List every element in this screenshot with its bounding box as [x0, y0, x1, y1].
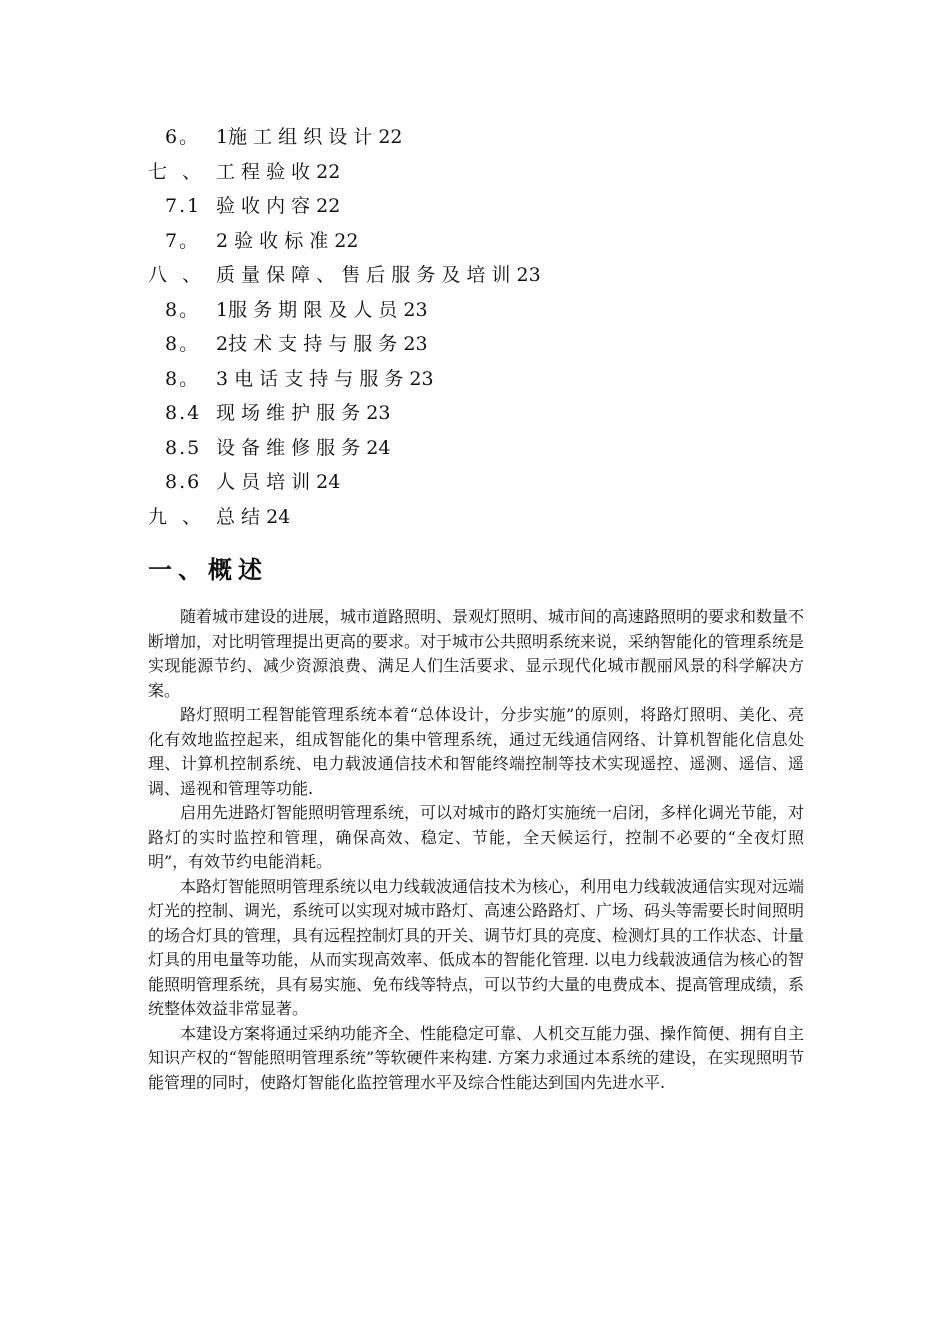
- toc-entry-number: 6。: [165, 126, 201, 148]
- toc-entry-number: 九、: [148, 505, 217, 528]
- toc-entry-number: 8。: [165, 367, 201, 390]
- toc-entry-title: 工 程 验 收 22: [216, 160, 341, 183]
- section-body: [148, 605, 804, 1095]
- toc-entry-number: 7。: [165, 229, 201, 252]
- toc-entry-title: 2 验 收 标 准 22: [216, 229, 359, 252]
- toc-entry-title: 2技 术 支 持 与 服 务 23: [216, 333, 428, 355]
- toc-entry-number: 8.4: [165, 402, 202, 424]
- toc-entry-title: 1施 工 组 织 设 计 22: [216, 126, 403, 148]
- toc-entry: [148, 431, 848, 466]
- toc-entry-number: 8。: [165, 298, 201, 321]
- toc-entry-title: 3 电 话 支 持 与 服 务 23: [216, 367, 434, 390]
- toc-entry: [148, 293, 848, 328]
- toc-entry: [148, 258, 848, 293]
- toc-entry: [148, 120, 848, 155]
- toc-entry-title: 验 收 内 容 22: [216, 195, 341, 217]
- body-paragraph: 随着城市建设的进展，城市道路照明、景观灯照明、城市间的高速路照明的要求和数量不断增加，对比明管理提出更高的要求。对于城市公共照明系统来说，采纳智能化的管理系统是实现能源节约、减少资源浪费、满足人们生活要求、显示现代化城市靓丽风景的科学解决方案。: [148, 607, 805, 700]
- toc-entry: [148, 465, 848, 500]
- toc-entry-title: 1服 务 期 限 及 人 员 23: [216, 298, 428, 321]
- table-of-contents: [148, 120, 848, 534]
- toc-entry: [148, 189, 848, 224]
- toc-entry: [148, 362, 848, 397]
- toc-entry-title: 质 量 保 障 、 售 后 服 务 及 培 训 23: [216, 264, 541, 286]
- toc-entry-number: 七、: [148, 160, 217, 183]
- toc-entry: [148, 500, 848, 535]
- toc-entry-title: 人 员 培 训 24: [216, 471, 341, 493]
- toc-entry-number: 7.1: [165, 195, 202, 217]
- toc-entry: [148, 224, 848, 259]
- toc-entry: [148, 327, 848, 362]
- toc-entry: [148, 155, 848, 190]
- body-paragraph: 本建设方案将通过采纳功能齐全、性能稳定可靠、人机交互能力强、操作简便、拥有自主知识产权的“智能照明管理系统”等软硬件来构建. 方案力求通过本系统的建设，在实现照明节能管理的同时，使路灯智能化监控管理水平及综合性能达到国内先进水平.: [148, 1023, 805, 1092]
- body-paragraph: 路灯照明工程智能管理系统本着“总体设计，分步实施”的原则，将路灯照明、美化、亮化有效地监控起来，组成智能化的集中管理系统，通过无线通信网络、计算机智能化信息处理、计算机控制系统、电力载波通信技术和智能终端控制等技术实现遥控、遥测、遥信、遥调、遥视和管理等功能.: [148, 705, 804, 798]
- toc-entry-number: 8。: [165, 333, 201, 355]
- toc-entry-number: 8.5: [165, 436, 202, 459]
- toc-entry-title: 现 场 维 护 服 务 23: [216, 402, 391, 424]
- section-heading: 一、概述: [148, 556, 268, 584]
- body-paragraph: 启用先进路灯智能照明管理系统，可以对城市的路灯实施统一启闭，多样化调光节能，对路灯的实时监控和管理，确保高效、稳定、节能，全天候运行，控制不必要的“全夜灯照明”，有效节约电能消耗。: [148, 803, 805, 871]
- toc-entry: [148, 396, 848, 431]
- body-paragraph: 本路灯智能照明管理系统以电力线载波通信技术为核心，利用电力线载波通信实现对远端灯光的控制、调光，系统可以实现对城市路灯、高速公路路灯、广场、码头等需要长时间照明的场合灯具的管理，具有远程控制灯具的开关、调节灯具的亮度、检测灯具的工作状态、计量灯具的用电量等功能，从而实现高效率、低成本的智能化管理. 以电力线载波通信为核心的智能照明管理系统，具有易实施、免布线等特点，可以节约大量的电费成本、提高管理成绩，系统整体效益非常显著。: [148, 876, 805, 1018]
- toc-entry-number: 8.6: [165, 471, 202, 493]
- toc-entry-title: 设 备 维 修 服 务 24: [216, 436, 391, 459]
- toc-entry-number: 八、: [148, 264, 217, 286]
- toc-entry-title: 总 结 24: [216, 505, 291, 528]
